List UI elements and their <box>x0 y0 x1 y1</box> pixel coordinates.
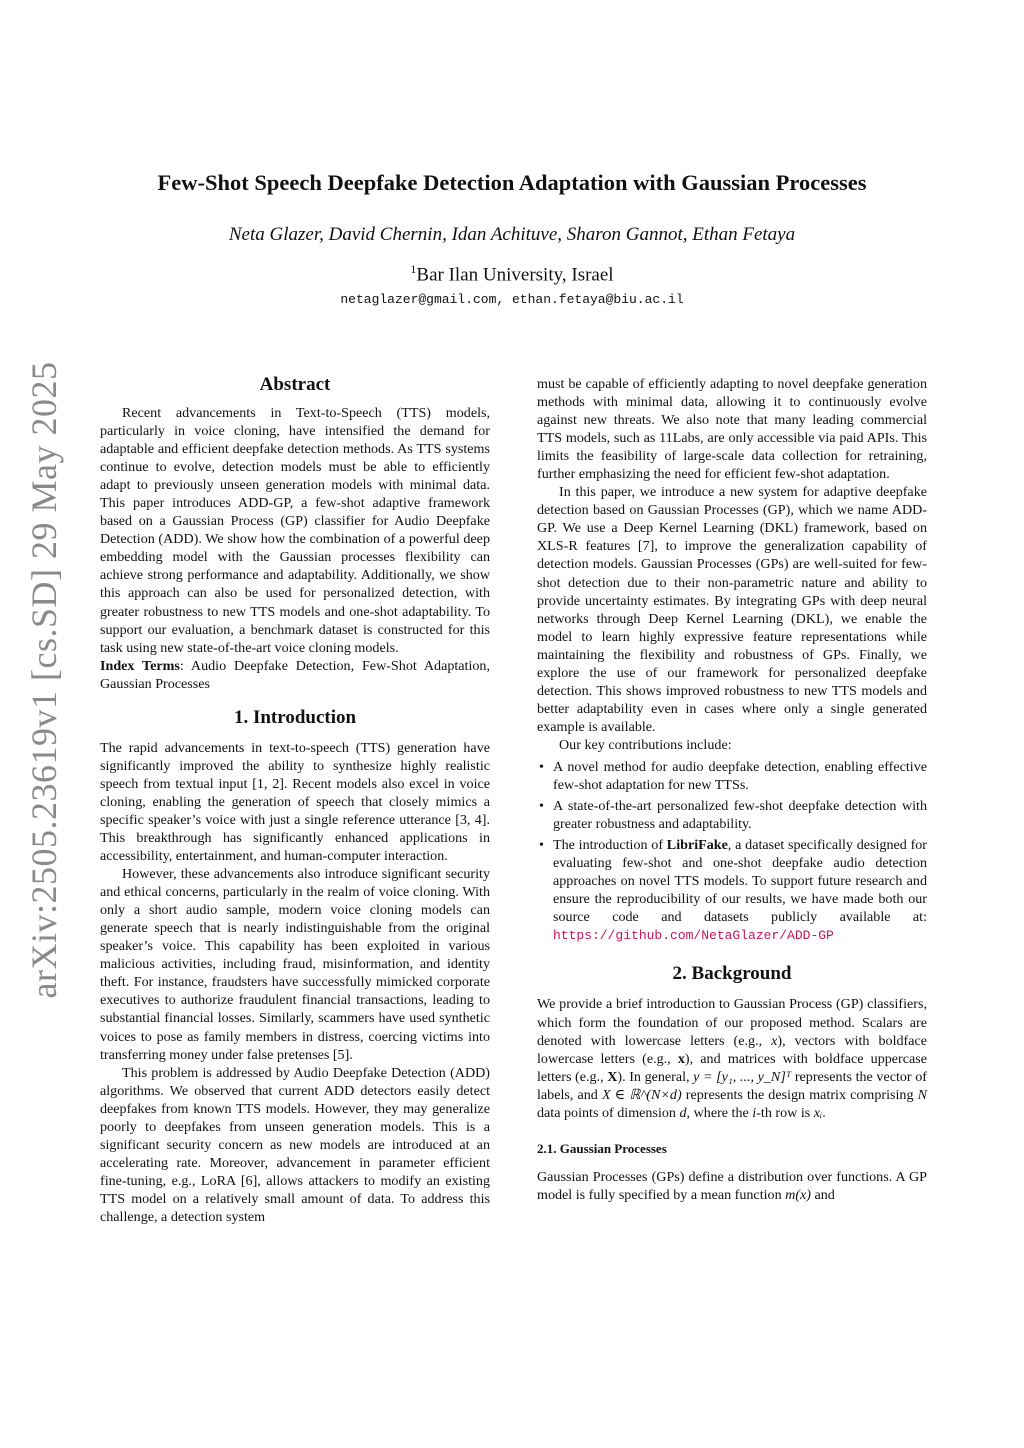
gp-subheading: 2.1. Gaussian Processes <box>537 1140 667 1156</box>
math-x-vector: x <box>677 1050 685 1067</box>
math-xi: xᵢ <box>813 1104 823 1121</box>
text: represents the design matrix comprising <box>681 1086 918 1103</box>
text: represents the vector of labels, and <box>537 1068 927 1103</box>
math-i: i <box>752 1104 757 1121</box>
contribution-item: • A state-of-the-art personalized few-shot deepfake detection with greater robustness and adaptability. <box>537 797 927 833</box>
background-paragraph-1 <box>537 995 927 1121</box>
text: data points of dimension <box>537 1104 680 1121</box>
text: ). In general, <box>617 1068 694 1085</box>
right-column <box>537 375 927 1204</box>
github-link[interactable]: https://github.com/NetaGlazer/ADD-GP <box>553 928 834 944</box>
authors: Neta Glazer, David Chernin, Idan Achituve, Sharon Gannot, Ethan Fetaya <box>228 224 796 245</box>
text: . <box>822 1104 826 1121</box>
index-terms-label: Index Terms <box>100 657 180 674</box>
intro-paragraph-4: In this paper, we introduce a new system for adaptive deepfake detection based on Gaussian Processes (GP), which we name ADD-GP. We use a Deep Kernel Learning (DKL) framework, based on XLS-R features [7], to improve the generalization capability of detection models. Gaussian Processes (GPs) are well-suited for few-shot detection due to their non-parametric nature and ability to provide uncertainty estimates. By integrating GPs with deep neural networks through Deep Kernel Learning (DKL), we enable the model to learn highly expressive feature representations while maintaining the flexibility and robustness of GPs. Finally, we explore the use of our framework for personalized deepfake detection. This shows improved robustness to new TTS models and better adaptability even in cases where only a single generated example is available. <box>537 484 927 735</box>
math-x-matrix: X <box>607 1068 618 1085</box>
librifake-name: LibriFake <box>666 837 728 854</box>
intro-paragraph-3: This problem is addressed by Audio Deepfake Detection (ADD) algorithms. We observed that current ADD detectors easily detect deepfakes from known TTS models. However, they may generalize poorly to deepfakes from unseen generation models. This is a significant security concern as new models are introduced at an accelerating rate. Moreover, advancement in parameter efficient fine-tuning, e.g., LoRA [6], allows attackers to modify an existing TTS model on a relatively small amount of data. To address this challenge, a detection system <box>100 1064 490 1225</box>
math-x: x <box>771 1032 778 1049</box>
text: ), vectors with boldface lowercase letters (e.g., <box>537 1032 927 1067</box>
intro-paragraph-5: Our key contributions include: <box>559 736 732 753</box>
math-d: d <box>679 1104 687 1121</box>
background-heading: 2. Background <box>672 963 792 985</box>
index-terms <box>100 657 490 693</box>
emails: netaglazer@gmail.com, ethan.fetaya@biu.ac.il <box>340 292 684 307</box>
text: We provide a brief introduction to Gaussian Process (GP) classifiers, which form the foundation of our proposed method. Scalars are denoted with lowercase letters (e.g., <box>537 996 927 1049</box>
contributions-list <box>537 758 927 945</box>
math-n: N <box>917 1086 928 1103</box>
text: ), and matrices with boldface uppercase letters (e.g., <box>537 1050 927 1085</box>
affiliation-mark: 1 <box>410 262 417 276</box>
text: and <box>810 1186 835 1203</box>
intro-paragraph-1: The rapid advancements in text-to-speech (TTS) generation have significantly improved the ability to synthesize highly realistic speech from textual input [1, 2]. Recent models also excel in voice cloning, enabling the generation of speech that closely mimics a specific speaker’s voice with just a single reference utterance [3, 4]. This breakthrough has significantly enhanced applications in accessibility, entertainment, and human-computer interaction. <box>100 739 490 865</box>
index-terms-text: : Audio Deepfake Detection, Few-Shot Adaptation, Gaussian Processes <box>100 657 491 692</box>
math-x-def: X ∈ ℝ^(N×d) <box>601 1086 682 1103</box>
affiliation-text: Bar Ilan University, Israel <box>416 264 614 286</box>
math-y-def: y = [y₁, ..., y_N]ᵀ <box>693 1068 792 1085</box>
introduction-heading: 1. Introduction <box>233 706 357 728</box>
contribution-text: The introduction of <box>553 837 667 854</box>
intro-paragraph-2: However, these advancements also introduce significant security and ethical concerns, particularly in the realm of voice cloning. With only a short audio sample, modern voice cloning models can generate speech that is nearly indistinguishable from the original speaker’s voice. This capability has been exploited in various malicious activities, including fraud, misinformation, and identity theft. For instance, fraudsters have successfully mimicked corporate executives to authorize fraudulent financial transactions, leading to substantial financial losses. Similarly, scammers have used synthetic voices to pose as family members in distress, coercing victims into transferring money under false pretenses [5]. <box>100 866 490 1063</box>
text: Gaussian Processes (GPs) define a distribution over functions. A GP model is fully specified by a mean function <box>537 1168 927 1203</box>
gp-paragraph <box>537 1168 927 1204</box>
text: -th row is <box>756 1104 814 1121</box>
abstract-heading: Abstract <box>259 374 331 395</box>
contribution-item <box>537 836 927 945</box>
arxiv-id: arXiv:2505.23619v1 [cs.SD] 29 May 2025 <box>24 361 64 999</box>
abstract-text: Recent advancements in Text-to-Speech (TTS) models, particularly in voice cloning, have intensified the demand for adaptable and efficient deepfake detection methods. As TTS systems continue to evolve, detection models must be able to efficiently adapt to previously unseen generation models with minimal data. This paper introduces ADD-GP, a few-shot adaptive framework based on a Gaussian Process (GP) classifier for Audio Deepfake Detection (ADD). We show how the combination of a powerful deep embedding model with the Gaussian processes flexibility can achieve strong performance and adaptability. Additionally, we show this approach can also be used for personalized detection, with greater robustness to new TTS models and one-shot adaptability. To support our evaluation, a benchmark dataset is constructed for this task using new state-of-the-art voice cloning models. <box>100 405 490 656</box>
arxiv-sidebar-stamp <box>14 300 74 1060</box>
text: , where the <box>686 1104 753 1121</box>
paper-title: Few-Shot Speech Deepfake Detection Adaptation with Gaussian Processes <box>157 170 867 195</box>
math-mx: m(x) <box>785 1186 811 1203</box>
left-column <box>100 372 490 1226</box>
intro-paragraph-3-continued: must be capable of efficiently adapting to novel deepfake generation methods with minimal data, allowing it to continuously evolve against new threats. We also note that many leading commercial TTS models, such as 11Labs, are only accessible via paid APIs. This limits the feasibility of large-scale data collection for retraining, further emphasizing the need for efficient few-shot adaptation. <box>537 376 927 483</box>
contribution-text: , a dataset specifically designed for evaluating few-shot and one-shot deepfake audio detection approaches on novel TTS models. To support future research and ensure the reproducibility of our results, we have made both our source code and datasets publicly available at: <box>553 837 928 926</box>
affiliation <box>0 262 1024 286</box>
contribution-item: • A novel method for audio deepfake detection, enabling effective few-shot adaptation for new TTSs. <box>537 758 927 794</box>
